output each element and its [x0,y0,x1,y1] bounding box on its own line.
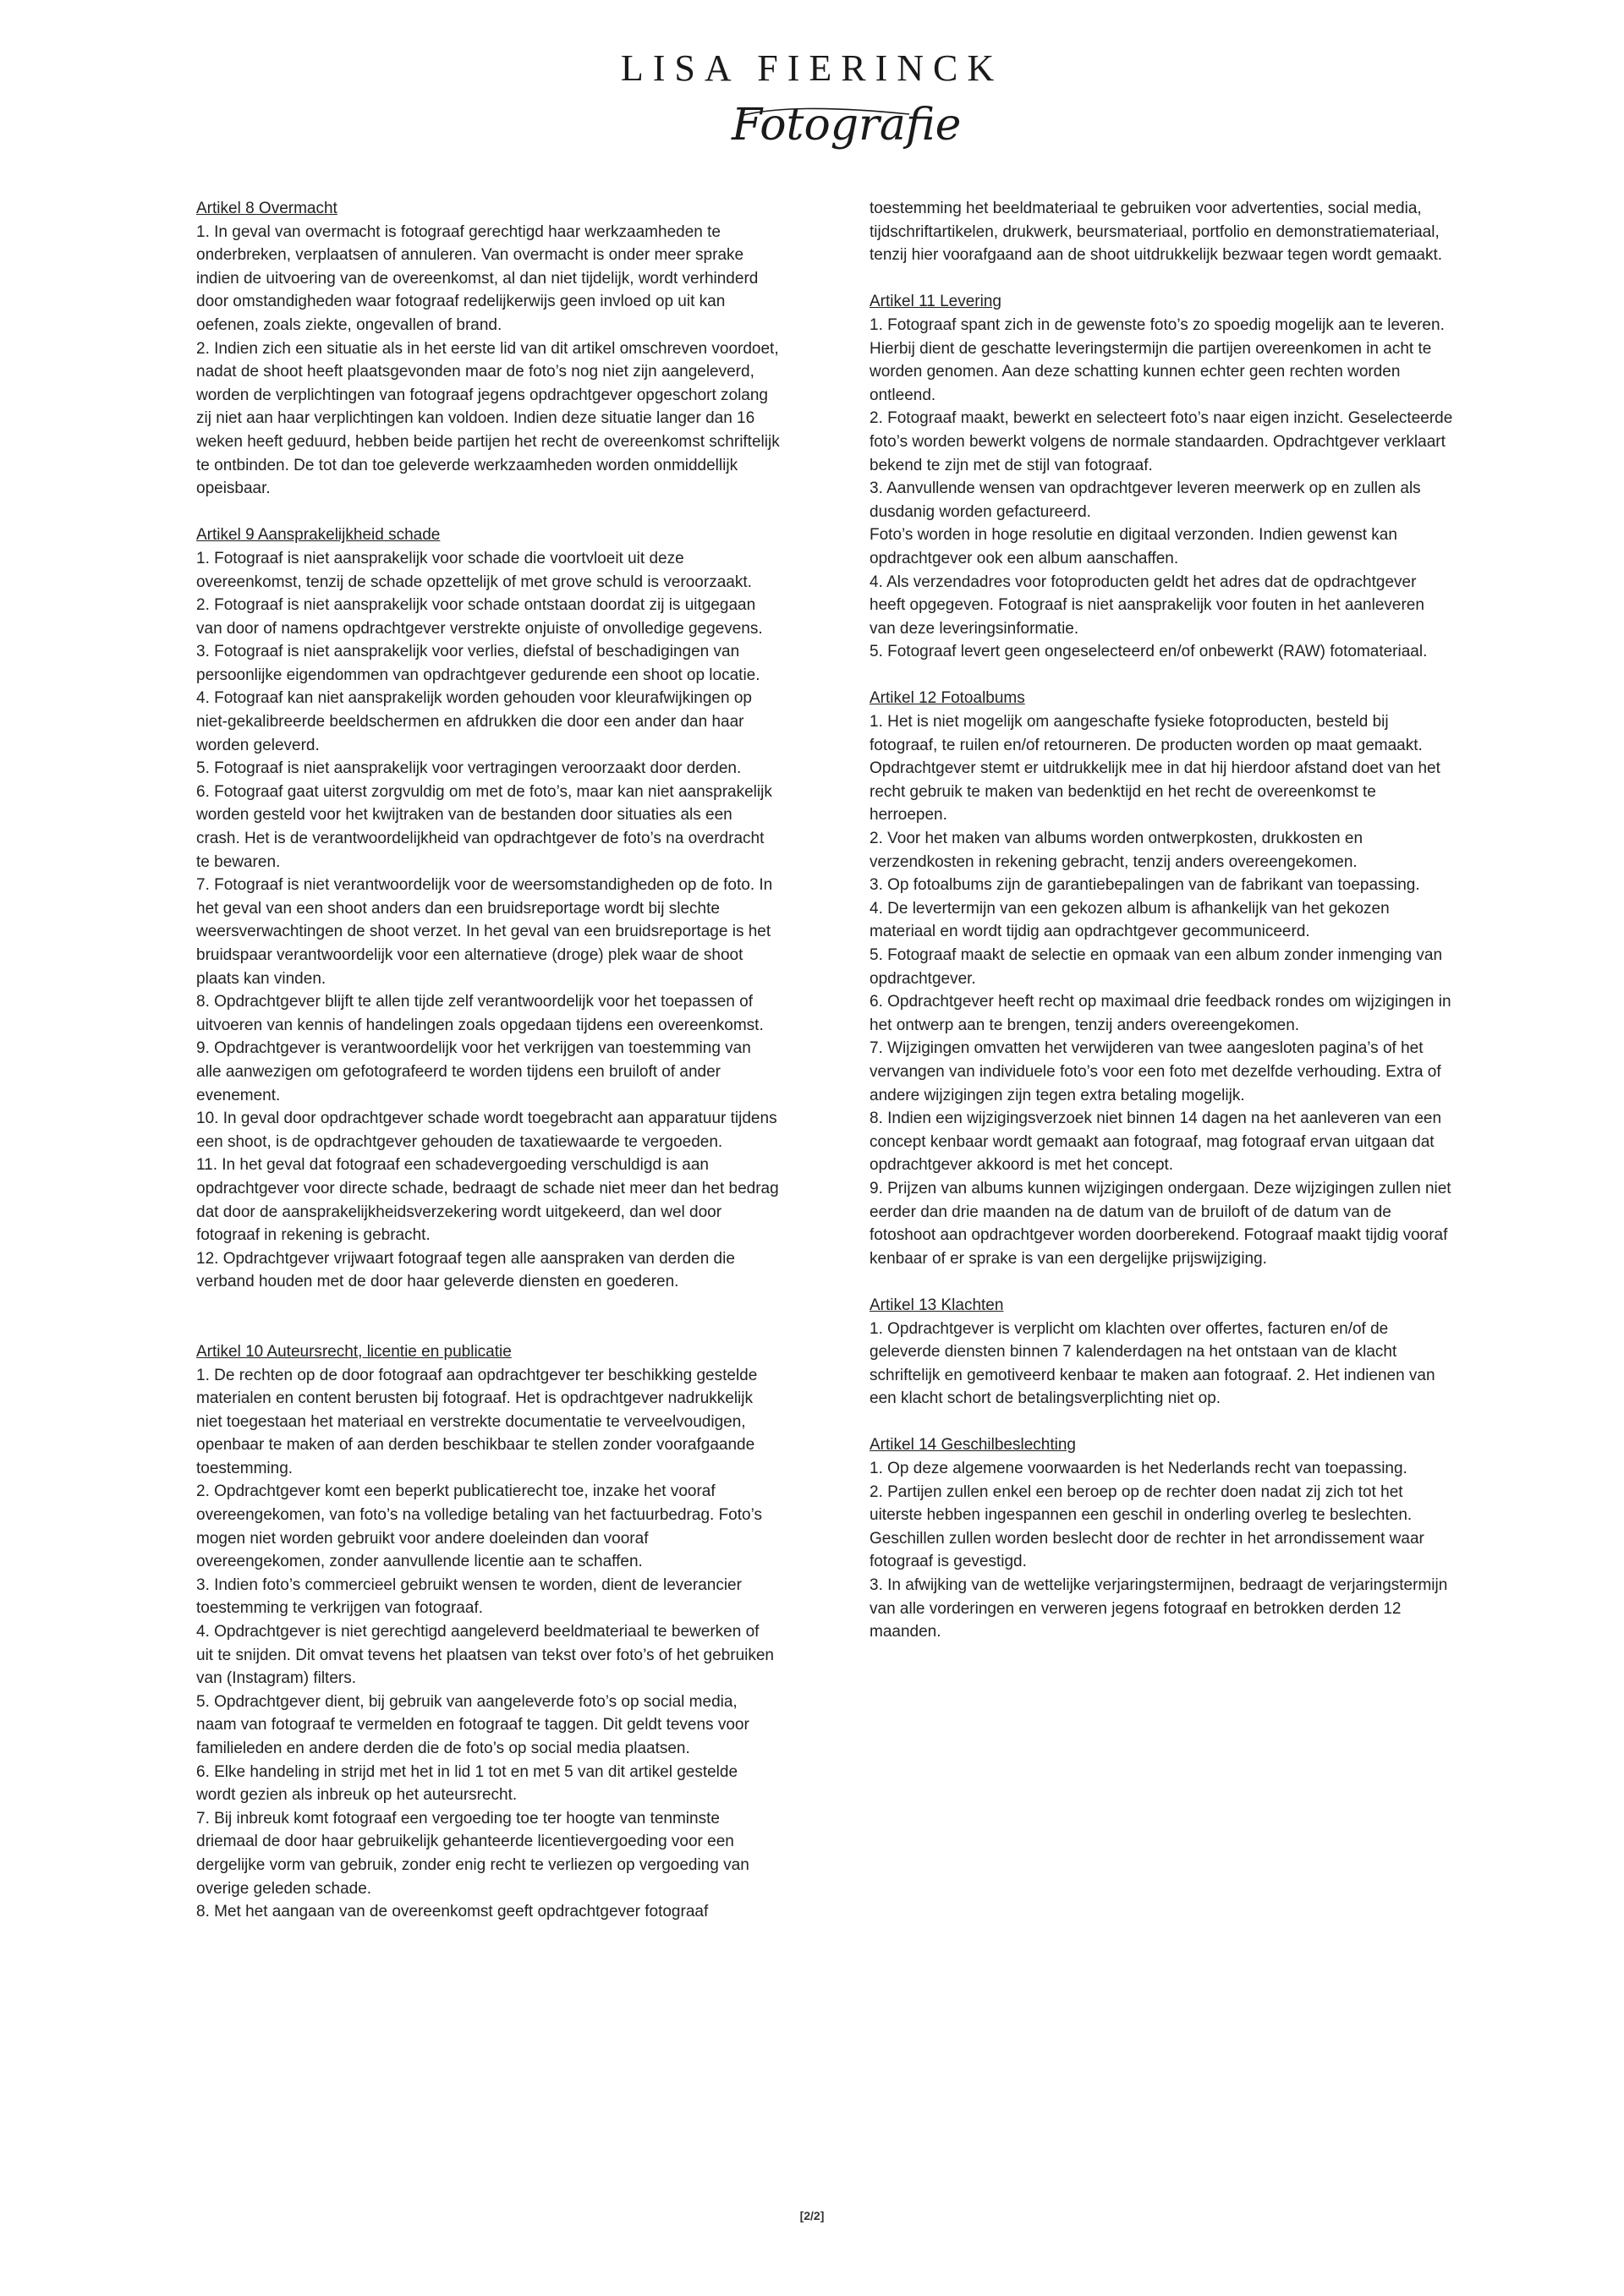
article-paragraph: 2. Fotograaf is niet aansprakelijk voor schade ontstaan doordat zij is uitgegaan van door of namens opdrachtgever verstrekte onjuiste of onvolledige gegevens. [196,596,763,638]
article-paragraph: 1. De rechten op de door fotograaf aan opdrachtgever ter beschikking gestelde materialen en content berusten bij fotograaf. Het is opdrachtgever nadrukkelijk niet toegestaan het materiaal en verstrekte documentatie te verveelvoudigen, openbaar te maken of aan derden beschikbaar te stellen zonder voorafgaande toestemming. [196,1366,758,1477]
article-paragraph: 2. Voor het maken van albums worden ontwerpkosten, drukkosten en verzendkosten in rekening gebracht, tenzij anders overeengekomen. [870,830,1363,871]
article-13 [870,1294,1453,1411]
brand-script-text: Fotografie [732,100,962,151]
article-8 [196,197,780,501]
brand-script-logo [723,82,962,167]
article-title: Artikel 14 Geschilbeslechting [870,1436,1076,1455]
page-header [0,47,1624,165]
brand-name: LISA FIERINCK [620,47,1004,89]
article-11 [870,290,1453,664]
article-paragraph: 2. Partijen zullen enkel een beroep op de rechter doen nadat zij zich tot het uiterste hebben ingespannen een geschil in onderling overleg te beslechten. Geschillen zullen worden beslecht door de rechter in het arrondissement waar fotograaf is gevestigd. [870,1482,1424,1571]
article-paragraph: 5. Fotograaf maakt de selectie en opmaak van een album zonder inmenging van opdrachtgever. [870,946,1443,988]
article-12 [870,687,1453,1270]
article-10-continuation [870,197,1453,267]
article-paragraph: 3. In afwijking van de wettelijke verjaringstermijnen, bedraagt de verjaringstermijn van alle vorderingen en verweren jegens fotograaf en betrokken derden 12 maanden. [870,1576,1448,1641]
article-title: Artikel 10 Auteursrecht, licentie en publicatie [196,1342,512,1361]
article-paragraph: 1. Fotograaf spant zich in de gewenste foto’s zo spoedig mogelijk aan te leveren. Hierbij dient de geschatte leveringstermijn die partijen overeenkomen in acht te worden genomen. Aan deze schatting kunnen echter geen rechten worden ontleend. [870,315,1445,404]
article-paragraph: 1. Fotograaf is niet aansprakelijk voor schade die voortvloeit uit deze overeenkomst, tenzij de schade opzettelijk of met grove schuld is veroorzaakt. [196,549,752,591]
article-paragraph: 1. Op deze algemene voorwaarden is het Nederlands recht van toepassing. [870,1460,1407,1478]
article-10 [196,1340,780,1924]
article-title: Artikel 8 Overmacht [196,200,337,217]
article-paragraph: 4. Als verzendadres voor fotoproducten geldt het adres dat de opdrachtgever heeft opgegeven. Fotograaf is niet aansprakelijk voor fouten in het aanleveren van deze leveringsinformatie. [870,573,1424,638]
article-paragraph: 1. In geval van overmacht is fotograaf gerechtigd haar werkzaamheden te onderbreken, verplaatsen of annuleren. Van overmacht is onder meer sprake indien de uitvoering van de overeenkomst, al dan niet tijdelijk, wordt verhinderd door omstandigheden waar fotograaf redelijkerwijs geen invloed op uit kan oefenen, zoals ziekte, ongevallen of brand. [196,222,759,334]
article-paragraph: 2. Fotograaf maakt, bewerkt en selecteert foto’s naar eigen inzicht. Geselecteerde foto’s worden bewerkt volgens de normale standaarden. Opdrachtgever verklaart bekend te zijn met de stijl van fotograaf. [870,409,1453,474]
article-paragraph: 4. Opdrachtgever is niet gerechtigd aangeleverd beeldmateriaal te bewerken of uit te snijden. Dit omvat tevens het plaatsen van tekst over foto’s of het gebruiken van (Instagram) filters. [196,1623,774,1688]
article-paragraph: 3. Op fotoalbums zijn de garantiebepalingen van de fabrikant van toepassing. [870,876,1420,895]
article-paragraph: 2. Opdrachtgever komt een beperkt publicatierecht toe, inzake het vooraf overeengekomen, van foto’s na volledige betaling van het factuurbedrag. Foto’s mogen niet worden gebruikt voor andere doeleinden dan vooraf overeengekomen, zonder aanvullende licentie aan te schaffen. [196,1482,762,1571]
article-title: Artikel 12 Fotoalbums [870,689,1025,708]
article-paragraph: 9. Opdrachtgever is verantwoordelijk voor het verkrijgen van toestemming van alle aanwezigen om gefotografeerd te worden tijdens een bruiloft of ander evenement. [196,1039,751,1104]
article-paragraph: 11. In het geval dat fotograaf een schadevergoeding verschuldigd is aan opdrachtgever voor directe schade, bedraagt de schade niet meer dan het bedrag dat door de aansprakelijkheidsverzekering wordt uitgekeerd, dan wel door fotograaf in rekening is gebracht. [196,1156,779,1245]
article-paragraph: 10. In geval door opdrachtgever schade wordt toegebracht aan apparatuur tijdens een shoot, is de opdrachtgever gehouden de taxatiewaarde te vergoeden. [196,1110,777,1151]
article-paragraph: 5. Opdrachtgever dient, bij gebruik van aangeleverde foto’s op social media, naam van fotograaf te vermelden en fotograaf te taggen. Dit geldt tevens voor familieleden en andere derden die de foto’s op social media plaatsen. [196,1692,749,1757]
article-paragraph: 8. Opdrachtgever blijft te allen tijde zelf verantwoordelijk voor het toepassen of uitvoeren van kennis of handelingen zoals opgedaan tijdens een overeenkomst. [196,993,764,1034]
article-title: Artikel 11 Levering [870,293,1001,311]
article-paragraph: 1. Het is niet mogelijk om aangeschafte fysieke fotoproducten, besteld bij fotograaf, te ruilen en/of retourneren. De producten worden op maat gemaakt. Opdrachtgever stemt er uitdrukkelijk mee in dat hij hierdoor afstand doet van het recht gebruik te maken van bedenktijd en het recht de overeenkomst te herroepen. [870,713,1440,825]
article-paragraph: 3. Aanvullende wensen van opdrachtgever leveren meerwerk op en zullen als dusdanig worden gefactureerd. [870,479,1421,521]
article-paragraph: 7. Wijzigingen omvatten het verwijderen van twee aangesloten pagina’s of het vervangen van individuele foto’s voor een foto met dezelfde verhouding. Extra of andere wijzigingen zijn tegen extra betaling mogelijk. [870,1039,1441,1104]
article-paragraph: 5. Fotograaf levert geen ongeselecteerd en/of onbewerkt (RAW) fotomateriaal. [870,643,1428,661]
article-paragraph: 6. Opdrachtgever heeft recht op maximaal drie feedback rondes om wijzigingen in het ontwerp aan te brengen, tenzij anders overeengekomen. [870,993,1451,1034]
article-title: Artikel 13 Klachten [870,1296,1004,1314]
right-column [870,197,1453,1667]
article-paragraph: 1. Opdrachtgever is verplicht om klachten over offertes, facturen en/of de geleverde diensten binnen 7 kalenderdagen na het ontstaan van de klacht schriftelijk en gemotiveerd kenbaar te maken aan fotograaf. 2. Het indienen van een klacht schort de betalingsverplichting niet op. [870,1319,1435,1408]
article-title: Artikel 9 Aansprakelijkheid schade [196,526,441,545]
article-14 [870,1433,1453,1643]
article-9 [196,523,780,1294]
article-paragraph: 4. Fotograaf kan niet aansprakelijk worden gehouden voor kleurafwijkingen op niet-gekalibreerde beeldschermen en afdrukken die door een ander dan haar worden geleverd. [196,689,752,754]
article-paragraph: 7. Fotograaf is niet verantwoordelijk voor de weersomstandigheden op de foto. In het geval van een shoot anders dan een bruidsreportage wordt bij slechte weersverwachtingen de shoot verzet. In het geval van een bruidsreportage is het bruidspaar verantwoordelijk voor een alternatieve (droge) plek waar de shoot plaats kan vinden. [196,876,773,988]
article-paragraph: 2. Indien zich een situatie als in het eerste lid van dit artikel omschreven voordoet, nadat de shoot heeft plaatsgevonden maar de foto’s nog niet zijn aangeleverd, worden de verplichtingen van fotograaf jegens opdrachtgever opgeschort zolang zij niet aan haar verplichtingen kan voldoen. Indien deze situatie langer dan 16 weken heeft geduurd, hebben beide partijen het recht de overeenkomst schriftelijk te ontbinden. De tot dan toe geleverde werkzaamheden worden onmiddellijk opeisbaar. [196,339,780,498]
article-paragraph: 9. Prijzen van albums kunnen wijzigingen ondergaan. Deze wijzigingen zullen niet eerder dan drie maanden na de datum van de bruiloft of de datum van de fotoshoot aan opdrachtgever worden doorberekend. Fotograaf maakt tijdig vooraf kenbaar of er sprake is van een dergelijke prijswijziging. [870,1179,1451,1268]
article-paragraph: 8. Met het aangaan van de overeenkomst geeft opdrachtgever fotograaf [196,1903,709,1921]
article-paragraph: 7. Bij inbreuk komt fotograaf een vergoeding toe ter hoogte van tenminste driemaal de door haar gebruikelijk gehanteerde licentievergoeding voor een dergelijke vorm van gebruik, zonder enig recht te verliezen op vergoeding van overige geleden schade. [196,1809,749,1898]
article-paragraph: 6. Elke handeling in strijd met het in lid 1 tot en met 5 van dit artikel gestelde wordt gezien als inbreuk op het auteursrecht. [196,1762,738,1805]
article-paragraph: 5. Fotograaf is niet aansprakelijk voor vertragingen veroorzaakt door derden. [196,759,742,778]
article-paragraph: 3. Fotograaf is niet aansprakelijk voor verlies, diefstal of beschadigingen van persoonlijke eigendommen van opdrachtgever gedurende een shoot op locatie. [196,643,760,684]
article-paragraph: Foto’s worden in hoge resolutie en digitaal verzonden. Indien gewenst kan opdrachtgever ook een album aanschaffen. [870,526,1397,567]
article-paragraph: toestemming het beeldmateriaal te gebruiken voor advertenties, social media, tijdschriftartikelen, drukwerk, beursmateriaal, portfolio en demonstratiemateriaal, tenzij hier voorafgaand aan de shoot uitdrukkelijk bezwaar tegen wordt gemaakt. [870,200,1443,265]
article-paragraph: 4. De levertermijn van een gekozen album is afhankelijk van het gekozen materiaal en wordt tijdig aan opdrachtgever gecommuniceerd. [870,899,1390,941]
article-paragraph: 12. Opdrachtgever vrijwaart fotograaf tegen alle aanspraken van derden die verband houden met de door haar geleverde diensten en goederen. [196,1249,735,1291]
left-column [196,197,780,1947]
article-paragraph: 3. Indien foto’s commercieel gebruikt wensen te worden, dient de leverancier toestemming te verkrijgen van fotograaf. [196,1575,742,1618]
article-paragraph: 8. Indien een wijzigingsverzoek niet binnen 14 dagen na het aanleveren van een concept kenbaar wordt gemaakt aan fotograaf, mag fotograaf ervan uitgaan dat opdrachtgever akkoord is met het concept. [870,1110,1442,1175]
page-number: [2/2] [799,2209,825,2222]
article-paragraph: 6. Fotograaf gaat uiterst zorgvuldig om met de foto’s, maar kan niet aansprakelijk worden gesteld voor het kwijtraken van de bestanden door situaties als een crash. Het is de verantwoordelijkheid van opdrachtgever de foto’s na overdracht te bewaren. [196,782,772,871]
